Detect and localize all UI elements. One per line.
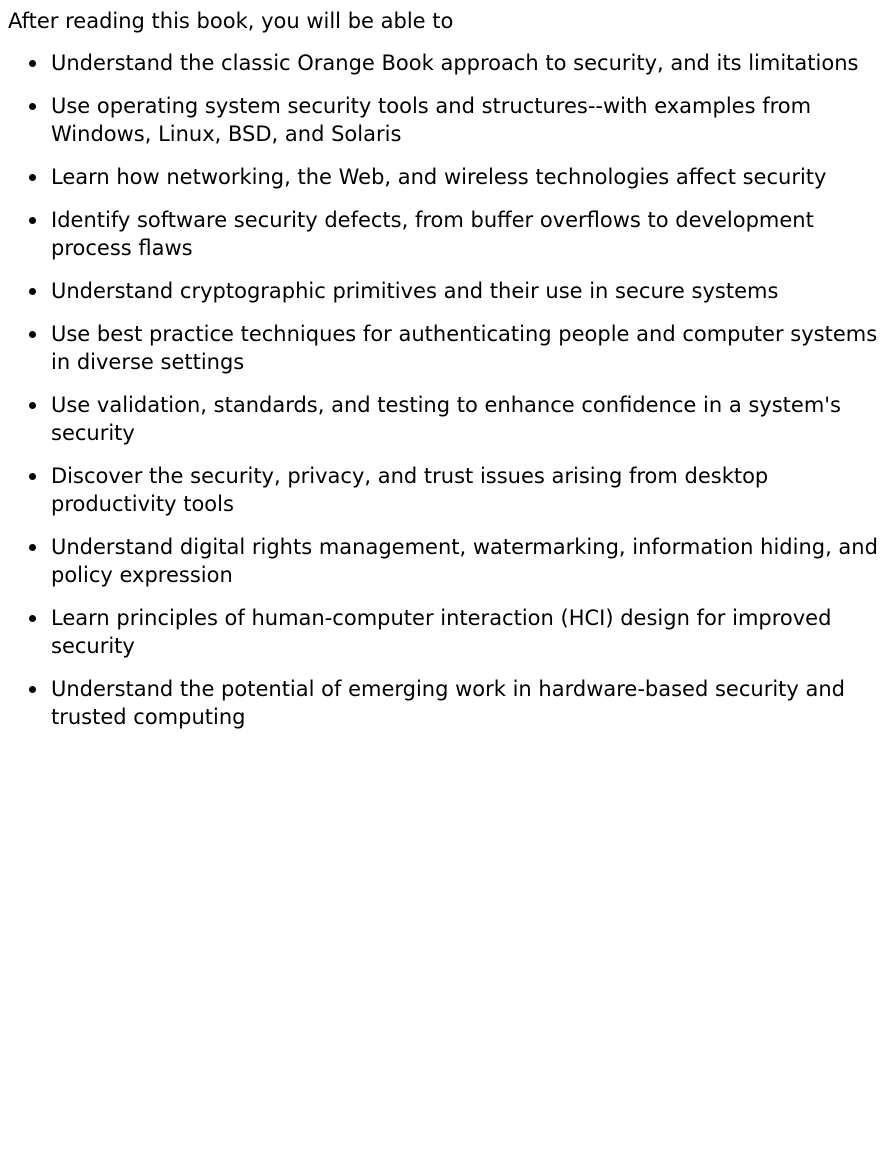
list-item [51,462,893,518]
bullet-icon [29,331,36,338]
list-item-text: Understand the potential of emerging work in hardware-based security and trusted computing [51,677,846,729]
list-item [51,391,893,447]
bullet-icon [29,60,36,67]
bullet-icon [29,174,36,181]
bullet-icon [29,217,36,224]
bullet-icon [29,103,36,110]
list-item [51,604,893,660]
bullet-icon [29,686,36,693]
list-item-text: Discover the security, privacy, and trust issues arising from desktop productivity tools [51,464,769,516]
learning-outcomes-list [8,49,893,731]
list-item [51,206,893,262]
list-item [51,320,893,376]
list-item-text: Learn how networking, the Web, and wireless technologies affect security [51,165,827,189]
list-item-text: Use best practice techniques for authenticating people and computer systems in diverse settings [51,322,878,374]
list-item-text: Learn principles of human-computer interaction (HCI) design for improved security [51,606,832,658]
list-item-text: Understand cryptographic primitives and their use in secure systems [51,279,779,303]
list-item [51,92,893,148]
intro-text: After reading this book, you will be able to [8,9,454,33]
list-item [51,49,893,77]
list-item-text: Identify software security defects, from buffer overflows to development process flaws [51,208,814,260]
list-item [51,163,893,191]
list-item-text: Use operating system security tools and structures--with examples from Windows, Linux, BSD, and Solaris [51,94,812,146]
bullet-icon [29,473,36,480]
bullet-icon [29,288,36,295]
bullet-icon [29,544,36,551]
bullet-icon [29,402,36,409]
bullet-icon [29,615,36,622]
list-item [51,675,893,731]
list-item-text: Understand the classic Orange Book approach to security, and its limitations [51,51,859,75]
list-item-text: Understand digital rights management, watermarking, information hiding, and policy expression [51,535,878,587]
list-item [51,533,893,589]
list-item-text: Use validation, standards, and testing to enhance confidence in a system's security [51,393,841,445]
list-item [51,277,893,305]
